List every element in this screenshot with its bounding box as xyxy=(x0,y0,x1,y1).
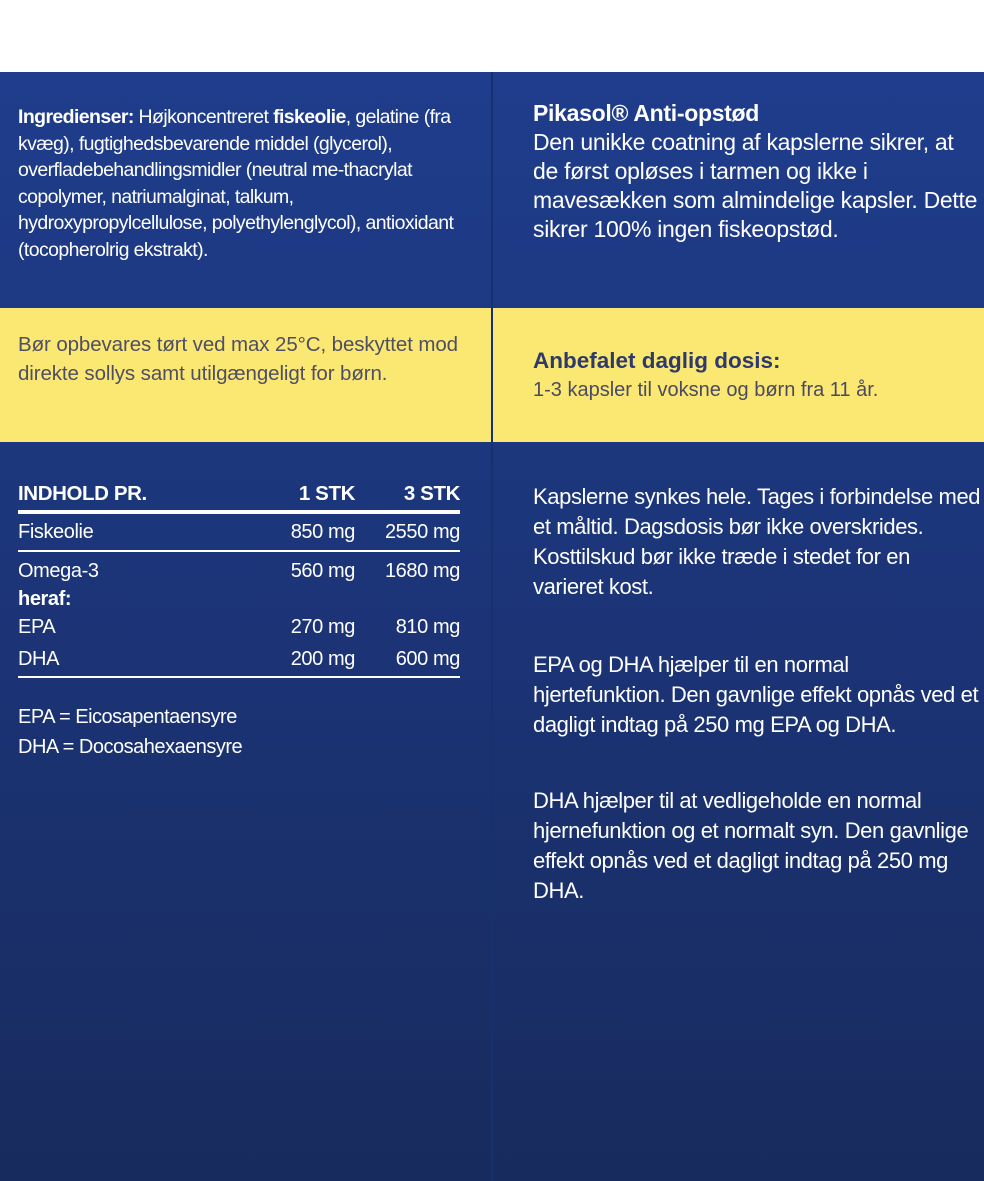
header-content: INDHOLD PR. xyxy=(18,478,235,512)
dosage-text: 1-3 kapsler til voksne og børn fra 11 år. xyxy=(533,379,879,401)
header-3-stk: 3 STK xyxy=(355,478,460,512)
table-row xyxy=(18,612,460,642)
column-divider xyxy=(491,72,493,1181)
usage-text: Kapslerne synkes hele. Tages i forbindelse med et måltid. Dagsdosis bør ikke overskrides. Kosttilskud bør ikke træde i stedet for en varieret kost. xyxy=(533,484,981,599)
row-value-1: 560 mg xyxy=(290,560,355,582)
row-value-1: 200 mg xyxy=(235,642,355,677)
table-row xyxy=(18,512,460,551)
nutrition-table xyxy=(18,478,460,678)
row-label: Omega-3 xyxy=(18,560,99,582)
pikasol-text: Den unikke coatning af kapslerne sikrer, at de først opløses i tarmen og ikke i mavesækken som almindelige kapsler. Dette sikrer 100% ingen fiskeopstød. xyxy=(533,129,978,242)
heraf-label: heraf: xyxy=(18,588,72,610)
table-subheading-row xyxy=(18,586,460,612)
row-label: Fiskeolie xyxy=(18,512,235,551)
dha-definition: DHA = Docosahexaensyre xyxy=(18,736,243,758)
table-header-row xyxy=(18,478,460,512)
row-value-3: 2550 mg xyxy=(355,512,460,551)
row-label: DHA xyxy=(18,642,235,677)
row-value-3: 810 mg xyxy=(395,616,460,638)
table-row xyxy=(18,642,460,677)
ingredients-label: Ingredienser: xyxy=(18,106,134,128)
dosage-heading: Anbefalet daglig dosis: xyxy=(533,348,781,373)
dha-claim: DHA hjælper til at vedligeholde en normal hjernefunktion og et normalt syn. Den gavnlige effekt opnås ved et dagligt indtag på 250 mg DHA. xyxy=(533,788,969,903)
pikasol-section xyxy=(533,99,983,244)
ingredients-text-1: Højkoncentreret xyxy=(133,106,274,128)
abbreviations xyxy=(18,702,478,762)
epa-definition: EPA = Eicosapentaensyre xyxy=(18,706,237,728)
row-label: EPA xyxy=(18,616,56,638)
ingredients-text-2: , gelatine (fra kvæg), fugtighedsbevarende middel (glycerol), overfladebehandlingsmidler (neutral me-thacrylat copolymer, natriumalginat, talkum, hydroxypropylcellulose, polyethylenglycol), antioxidant (tocopherolrig ekstrakt). xyxy=(18,106,454,261)
header-1-stk: 1 STK xyxy=(235,478,355,512)
row-value-1: 270 mg xyxy=(290,616,355,638)
ingredients-bold-word: fiskeolie xyxy=(273,106,346,128)
epa-dha-claim: EPA og DHA hjælper til en normal hjertefunktion. Den gavnlige effekt opnås ved et dagligt indtag på 250 mg EPA og DHA. xyxy=(533,652,979,737)
ingredients-text xyxy=(18,104,473,263)
pikasol-heading: Pikasol® Anti-opstød xyxy=(533,100,760,126)
row-value-3: 1680 mg xyxy=(384,560,460,582)
row-value-3: 600 mg xyxy=(355,642,460,677)
storage-text: Bør opbevares tørt ved max 25°C, beskyttet mod direkte sollys samt utilgængeligt for børn. xyxy=(18,333,458,385)
table-row xyxy=(18,551,460,586)
dosage-section xyxy=(533,346,983,404)
row-value-1: 850 mg xyxy=(235,512,355,551)
